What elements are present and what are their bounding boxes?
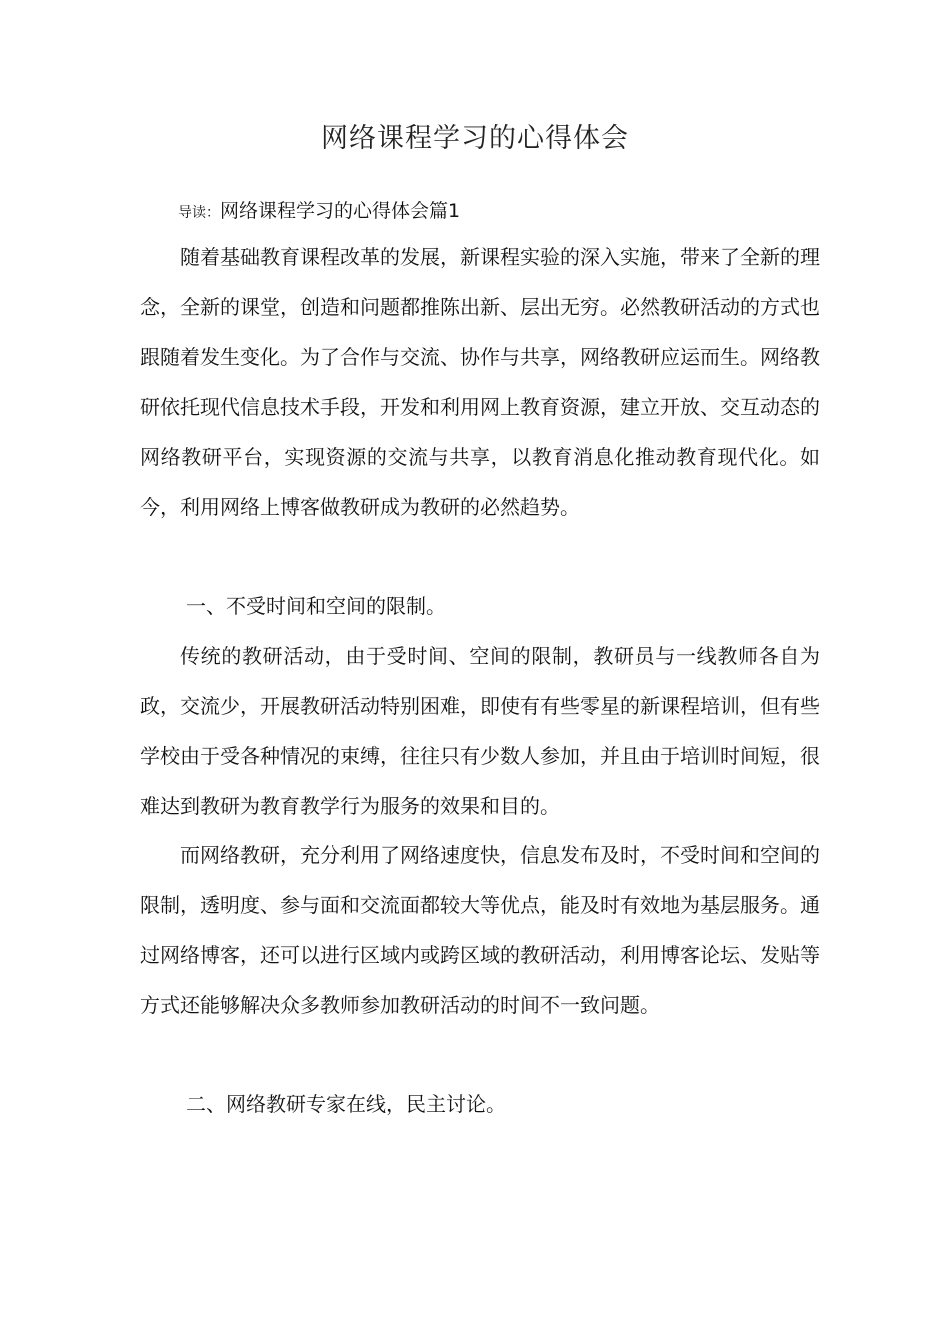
lead-text: 网络课程学习的心得体会篇1 xyxy=(220,200,461,222)
paragraph-online-research: 而网络教研，充分利用了网络速度快，信息发布及时，不受时间和空间的限制，透明度、参与面和交流面都较大等优点，能及时有效地为基层服务。通过网络博客，还可以进行区域内或跨区域的教研活动，利用博客论坛、发贴等方式还能够解决众多教师参加教研活动的时间不一致问题。 xyxy=(140,843,820,1017)
document-title: 网络课程学习的心得体会 xyxy=(321,123,629,154)
paragraph-traditional-research: 传统的教研活动，由于受时间、空间的限制，教研员与一线教师各自为政，交流少，开展教研活动特别困难，即使有有些零星的新课程培训，但有些学校由于受各种情况的束缚，往往只有少数人参加，并且由于培训时间短，很难达到教研为教育教学行为服务的效果和目的。 xyxy=(140,644,820,818)
lead-label: 导读： xyxy=(178,205,220,221)
section-heading-2: 二、网络教研专家在线，民主讨论。 xyxy=(186,1092,506,1116)
lead-line xyxy=(178,196,460,223)
paragraph-intro: 随着基础教育课程改革的发展，新课程实验的深入实施，带来了全新的理念，全新的课堂，创造和问题都推陈出新、层出无穷。必然教研活动的方式也跟随着发生变化。为了合作与交流、协作与共享，网络教研应运而生。网络教研依托现代信息技术手段，开发和利用网上教育资源，建立开放、交互动态的网络教研平台，实现资源的交流与共享，以教育消息化推动教育现代化。如今，利用网络上博客做教研成为教研的必然趋势。 xyxy=(140,245,820,519)
section-heading-1: 一、不受时间和空间的限制。 xyxy=(186,594,446,618)
